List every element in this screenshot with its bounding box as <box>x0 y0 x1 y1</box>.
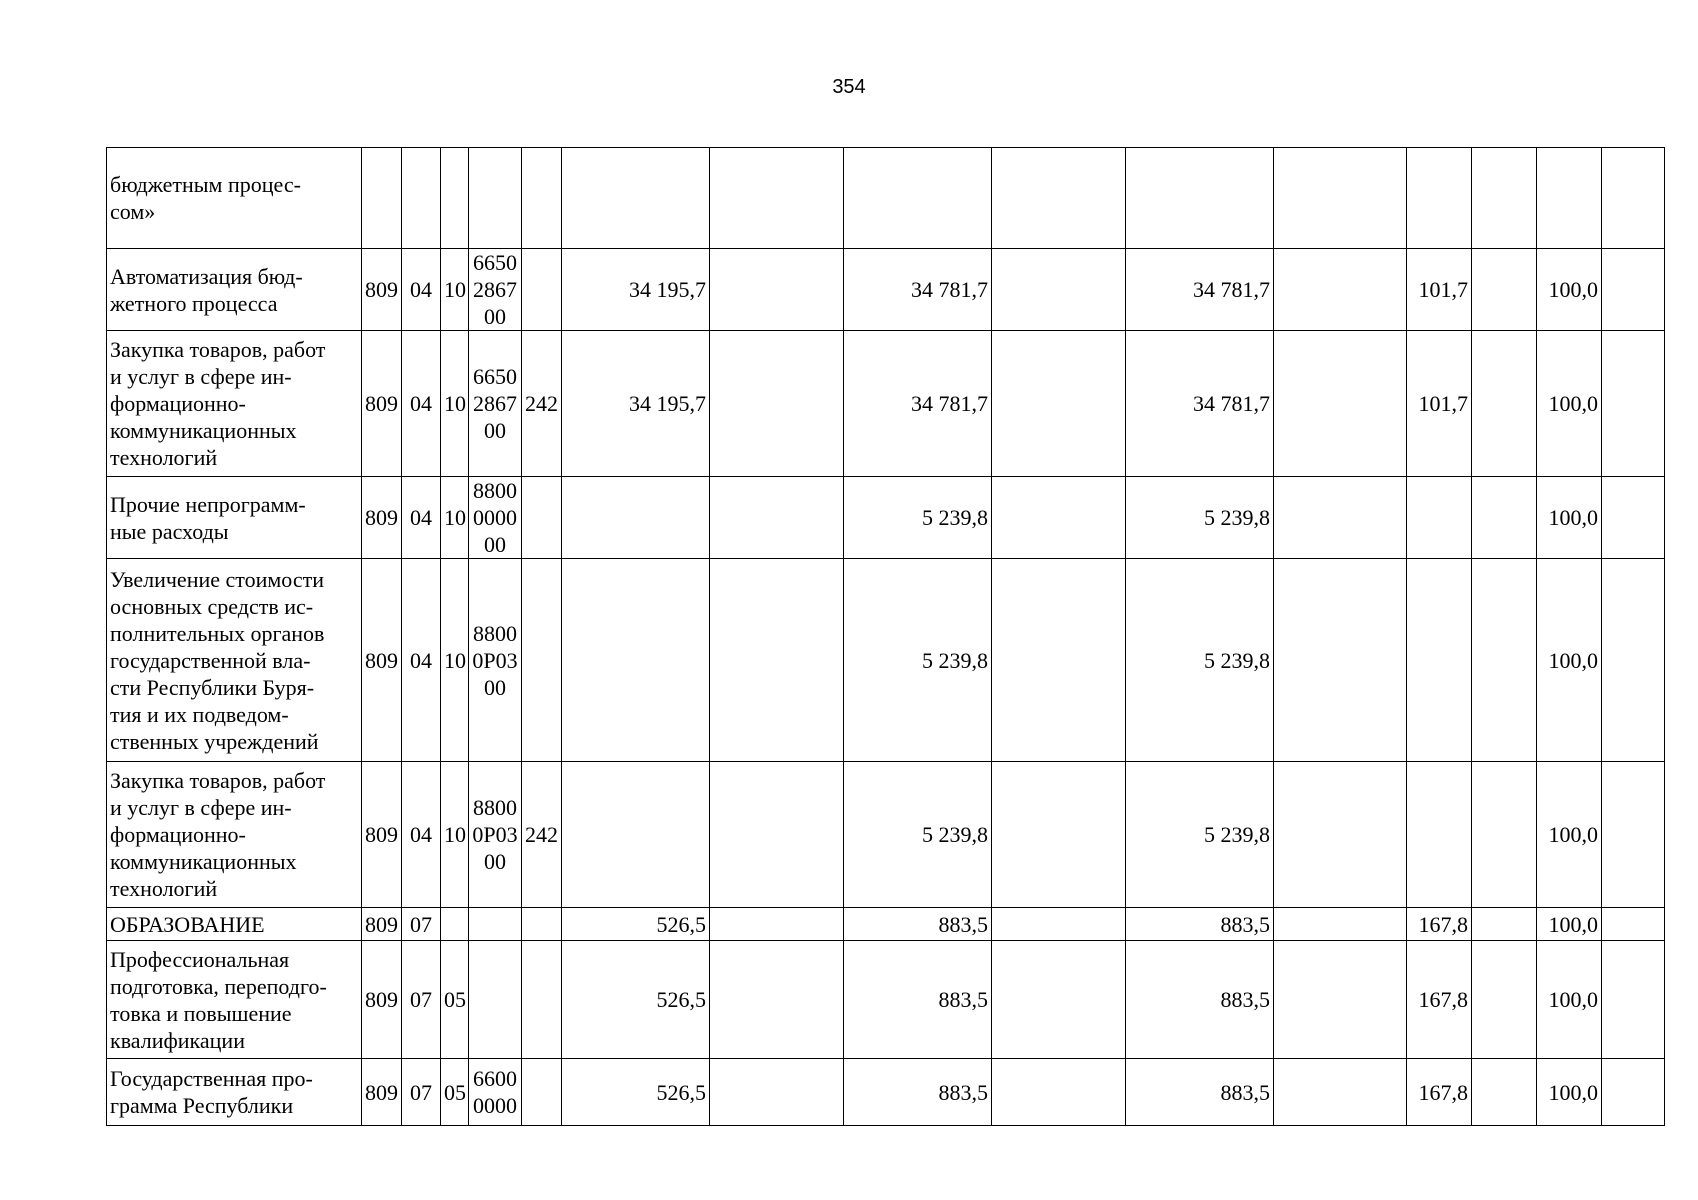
subsection-code-cell: 10 <box>441 477 469 559</box>
amount-3-cell: 883,5 <box>1126 908 1274 941</box>
blank-cell <box>1274 908 1407 941</box>
blank-cell <box>1274 477 1407 559</box>
blank-cell <box>1602 908 1665 941</box>
amount-1-cell <box>562 559 710 762</box>
row-name-cell: бюджетным процес- сом» <box>107 148 362 249</box>
blank-cell <box>1472 331 1537 477</box>
percent-1-cell <box>1407 762 1472 908</box>
amount-3-cell: 5 239,8 <box>1126 559 1274 762</box>
amount-2-cell: 5 239,8 <box>844 559 992 762</box>
blank-cell <box>710 249 844 331</box>
amount-1-cell: 526,5 <box>562 908 710 941</box>
admin-code-cell: 809 <box>362 762 402 908</box>
amount-1-cell <box>562 477 710 559</box>
admin-code-cell: 809 <box>362 249 402 331</box>
row-name-cell: Прочие непрограмм- ные расходы <box>107 477 362 559</box>
section-code-cell: 04 <box>402 249 441 331</box>
blank-cell <box>1274 249 1407 331</box>
percent-1-cell: 167,8 <box>1407 941 1472 1059</box>
target-article-cell: 6650 2867 00 <box>469 331 522 477</box>
percent-2-cell: 100,0 <box>1537 762 1602 908</box>
section-code-cell: 07 <box>402 908 441 941</box>
expense-type-cell: 242 <box>522 331 562 477</box>
blank-cell <box>710 908 844 941</box>
percent-2-cell: 100,0 <box>1537 941 1602 1059</box>
table-row <box>107 941 1665 1059</box>
table-row <box>107 148 1665 249</box>
blank-cell <box>992 559 1126 762</box>
blank-cell <box>1472 908 1537 941</box>
admin-code-cell: 809 <box>362 477 402 559</box>
percent-2-cell: 100,0 <box>1537 249 1602 331</box>
target-article-cell: 8800 0P03 00 <box>469 762 522 908</box>
percent-2-cell: 100,0 <box>1537 908 1602 941</box>
target-article-cell <box>469 941 522 1059</box>
amount-2-cell <box>844 148 992 249</box>
percent-2-cell: 100,0 <box>1537 559 1602 762</box>
row-name-cell: Закупка товаров, работ и услуг в сфере ин- формационно- коммуникационных технологий <box>107 331 362 477</box>
table-row <box>107 1059 1665 1126</box>
table-body <box>107 148 1665 1126</box>
blank-cell <box>992 148 1126 249</box>
expense-type-cell <box>522 559 562 762</box>
blank-cell <box>1472 941 1537 1059</box>
blank-cell <box>1472 249 1537 331</box>
amount-3-cell: 5 239,8 <box>1126 477 1274 559</box>
subsection-code-cell: 10 <box>441 331 469 477</box>
row-name-cell: Профессиональная подготовка, переподго- товка и повышение квалификации <box>107 941 362 1059</box>
blank-cell <box>1274 762 1407 908</box>
blank-cell <box>1274 941 1407 1059</box>
blank-cell <box>992 1059 1126 1126</box>
blank-cell <box>992 249 1126 331</box>
percent-1-cell: 101,7 <box>1407 331 1472 477</box>
admin-code-cell: 809 <box>362 908 402 941</box>
subsection-code-cell: 10 <box>441 762 469 908</box>
blank-cell <box>992 762 1126 908</box>
blank-cell <box>710 477 844 559</box>
row-name-cell: Государственная про- грамма Республики <box>107 1059 362 1126</box>
expense-type-cell: 242 <box>522 762 562 908</box>
blank-cell <box>1472 559 1537 762</box>
percent-1-cell <box>1407 148 1472 249</box>
expense-type-cell <box>522 941 562 1059</box>
amount-2-cell: 883,5 <box>844 941 992 1059</box>
amount-3-cell: 34 781,7 <box>1126 249 1274 331</box>
blank-cell <box>710 1059 844 1126</box>
amount-2-cell: 34 781,7 <box>844 331 992 477</box>
blank-cell <box>1274 331 1407 477</box>
subsection-code-cell: 10 <box>441 249 469 331</box>
blank-cell <box>992 908 1126 941</box>
section-code-cell: 07 <box>402 1059 441 1126</box>
blank-cell <box>1602 331 1665 477</box>
amount-2-cell: 883,5 <box>844 908 992 941</box>
blank-cell <box>710 941 844 1059</box>
section-code-cell: 04 <box>402 762 441 908</box>
amount-1-cell: 526,5 <box>562 1059 710 1126</box>
percent-2-cell <box>1537 148 1602 249</box>
table-row <box>107 908 1665 941</box>
blank-cell <box>1274 1059 1407 1126</box>
table-row <box>107 762 1665 908</box>
row-name-cell: ОБРАЗОВАНИЕ <box>107 908 362 941</box>
expense-type-cell <box>522 908 562 941</box>
expense-type-cell <box>522 1059 562 1126</box>
target-article-cell: 8800 0000 00 <box>469 477 522 559</box>
row-name-cell: Закупка товаров, работ и услуг в сфере ин- формационно- коммуникационных технологий <box>107 762 362 908</box>
blank-cell <box>710 331 844 477</box>
expense-type-cell <box>522 148 562 249</box>
blank-cell <box>1472 762 1537 908</box>
amount-1-cell <box>562 762 710 908</box>
blank-cell <box>1602 762 1665 908</box>
amount-1-cell: 34 195,7 <box>562 249 710 331</box>
subsection-code-cell: 05 <box>441 1059 469 1126</box>
amount-3-cell: 5 239,8 <box>1126 762 1274 908</box>
table-row <box>107 559 1665 762</box>
blank-cell <box>710 559 844 762</box>
blank-cell <box>992 941 1126 1059</box>
blank-cell <box>1274 148 1407 249</box>
blank-cell <box>710 762 844 908</box>
row-name-cell: Автоматизация бюд- жетного процесса <box>107 249 362 331</box>
percent-2-cell: 100,0 <box>1537 331 1602 477</box>
amount-2-cell: 883,5 <box>844 1059 992 1126</box>
percent-1-cell: 167,8 <box>1407 908 1472 941</box>
target-article-cell: 6650 2867 00 <box>469 249 522 331</box>
blank-cell <box>710 148 844 249</box>
section-code-cell: 04 <box>402 331 441 477</box>
table-row <box>107 331 1665 477</box>
section-code-cell: 07 <box>402 941 441 1059</box>
row-name-cell: Увеличение стоимости основных средств ис- полнительных органов государственной вла- сти Республики Буря- тия и их подведом- ственных учреждений <box>107 559 362 762</box>
table-row <box>107 477 1665 559</box>
blank-cell <box>992 477 1126 559</box>
blank-cell <box>1472 1059 1537 1126</box>
percent-1-cell: 101,7 <box>1407 249 1472 331</box>
section-code-cell <box>402 148 441 249</box>
blank-cell <box>992 331 1126 477</box>
amount-3-cell: 34 781,7 <box>1126 331 1274 477</box>
budget-table <box>106 147 1665 1126</box>
expense-type-cell <box>522 249 562 331</box>
target-article-cell <box>469 908 522 941</box>
amount-3-cell <box>1126 148 1274 249</box>
blank-cell <box>1602 1059 1665 1126</box>
target-article-cell: 6600 0000 <box>469 1059 522 1126</box>
blank-cell <box>1472 148 1537 249</box>
table-row <box>107 249 1665 331</box>
subsection-code-cell: 05 <box>441 941 469 1059</box>
amount-3-cell: 883,5 <box>1126 1059 1274 1126</box>
blank-cell <box>1602 477 1665 559</box>
percent-2-cell: 100,0 <box>1537 1059 1602 1126</box>
subsection-code-cell: 10 <box>441 559 469 762</box>
amount-1-cell: 34 195,7 <box>562 331 710 477</box>
admin-code-cell: 809 <box>362 1059 402 1126</box>
amount-2-cell: 5 239,8 <box>844 477 992 559</box>
amount-1-cell <box>562 148 710 249</box>
section-code-cell: 04 <box>402 559 441 762</box>
target-article-cell <box>469 148 522 249</box>
section-code-cell: 04 <box>402 477 441 559</box>
blank-cell <box>1472 477 1537 559</box>
amount-3-cell: 883,5 <box>1126 941 1274 1059</box>
target-article-cell: 8800 0P03 00 <box>469 559 522 762</box>
admin-code-cell: 809 <box>362 941 402 1059</box>
page-number: 354 <box>832 76 866 98</box>
percent-2-cell: 100,0 <box>1537 477 1602 559</box>
percent-1-cell <box>1407 477 1472 559</box>
blank-cell <box>1602 941 1665 1059</box>
blank-cell <box>1602 249 1665 331</box>
blank-cell <box>1602 148 1665 249</box>
blank-cell <box>1274 559 1407 762</box>
amount-1-cell: 526,5 <box>562 941 710 1059</box>
amount-2-cell: 5 239,8 <box>844 762 992 908</box>
admin-code-cell: 809 <box>362 331 402 477</box>
expense-type-cell <box>522 477 562 559</box>
admin-code-cell <box>362 148 402 249</box>
subsection-code-cell <box>441 148 469 249</box>
blank-cell <box>1602 559 1665 762</box>
amount-2-cell: 34 781,7 <box>844 249 992 331</box>
subsection-code-cell <box>441 908 469 941</box>
percent-1-cell: 167,8 <box>1407 1059 1472 1126</box>
percent-1-cell <box>1407 559 1472 762</box>
admin-code-cell: 809 <box>362 559 402 762</box>
